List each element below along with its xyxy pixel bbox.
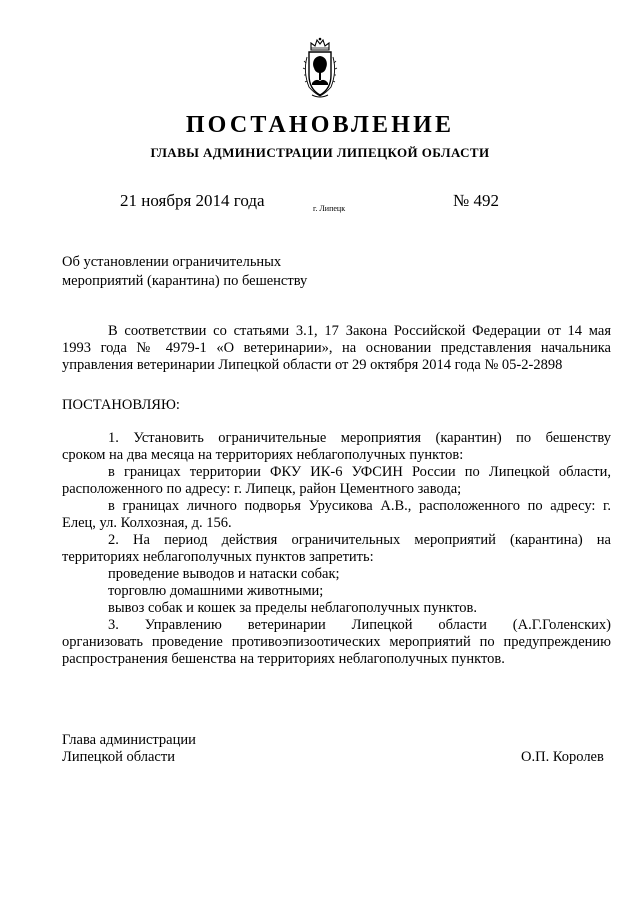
- decree-item-line: 2. На период действия ограничительных мероприятий (карантина) на: [108, 532, 611, 548]
- decree-item-line: сроком на два месяца на территориях неблагополучных пунктов:: [62, 447, 464, 463]
- decree-item-line: расположенного по адресу: г. Липецк, район Цементного завода;: [62, 481, 462, 497]
- document-city: г. Липецк: [313, 204, 346, 213]
- decree-item-line: проведение выводов и натаски собак;: [108, 566, 340, 582]
- decree-item-line: Елец, ул. Колхозная, д. 156.: [62, 515, 232, 531]
- preamble-line-1: В соответствии со статьями 3.1, 17 Закона Российской Федерации от 14 мая: [108, 323, 611, 339]
- decree-items: [62, 430, 611, 668]
- document-title: ПОСТАНОВЛЕНИЕ: [185, 112, 455, 138]
- coat-of-arms-icon: [300, 37, 340, 99]
- preamble-paragraph: [62, 323, 611, 374]
- signature-position-line-2: Липецкой области: [62, 749, 175, 765]
- decree-item-line: организовать проведение противоэпизоотических мероприятий по предупреждению: [62, 634, 611, 650]
- decree-word: ПОСТАНОВЛЯЮ:: [62, 397, 180, 413]
- preamble-line-3: управления ветеринарии Липецкой области от 29 октября 2014 года № 05-2-2898: [62, 357, 563, 373]
- decree-item-line: распространения бешенства на территориях неблагополучных пунктов.: [62, 651, 505, 667]
- signer-name: О.П. Королев: [521, 749, 604, 765]
- decree-item-line: торговлю домашними животными;: [108, 583, 324, 599]
- subject-line-2: мероприятий (карантина) по бешенству: [62, 273, 308, 289]
- document-number: № 492: [453, 191, 499, 210]
- signature-position-line-1: Глава администрации: [62, 732, 196, 748]
- preamble-line-2: 1993 года № 4979-1 «О ветеринарии», на основании представления начальника: [62, 340, 611, 356]
- decree-item-line: в границах территории ФКУ ИК-6 УФСИН России по Липецкой области,: [108, 464, 611, 480]
- document-subject: [62, 253, 307, 291]
- decree-item-line: территориях неблагополучных пунктов запретить:: [62, 549, 374, 565]
- document-date: 21 ноября 2014 года: [120, 191, 265, 210]
- decree-item-line: вывоз собак и кошек за пределы неблагополучных пунктов.: [108, 600, 477, 616]
- decree-item-line: 1. Установить ограничительные мероприятия (карантин) по бешенству: [108, 430, 611, 446]
- signature-position: [62, 732, 196, 766]
- decree-item-line: 3. Управлению ветеринарии Липецкой области (А.Г.Голенских): [108, 617, 611, 633]
- decree-item-line: в границах личного подворья Урусикова А.В., расположенного по адресу: г.: [108, 498, 611, 514]
- subject-line-1: Об установлении ограничительных: [62, 254, 282, 270]
- document-subtitle: ГЛАВЫ АДМИНИСТРАЦИИ ЛИПЕЦКОЙ ОБЛАСТИ: [150, 145, 490, 160]
